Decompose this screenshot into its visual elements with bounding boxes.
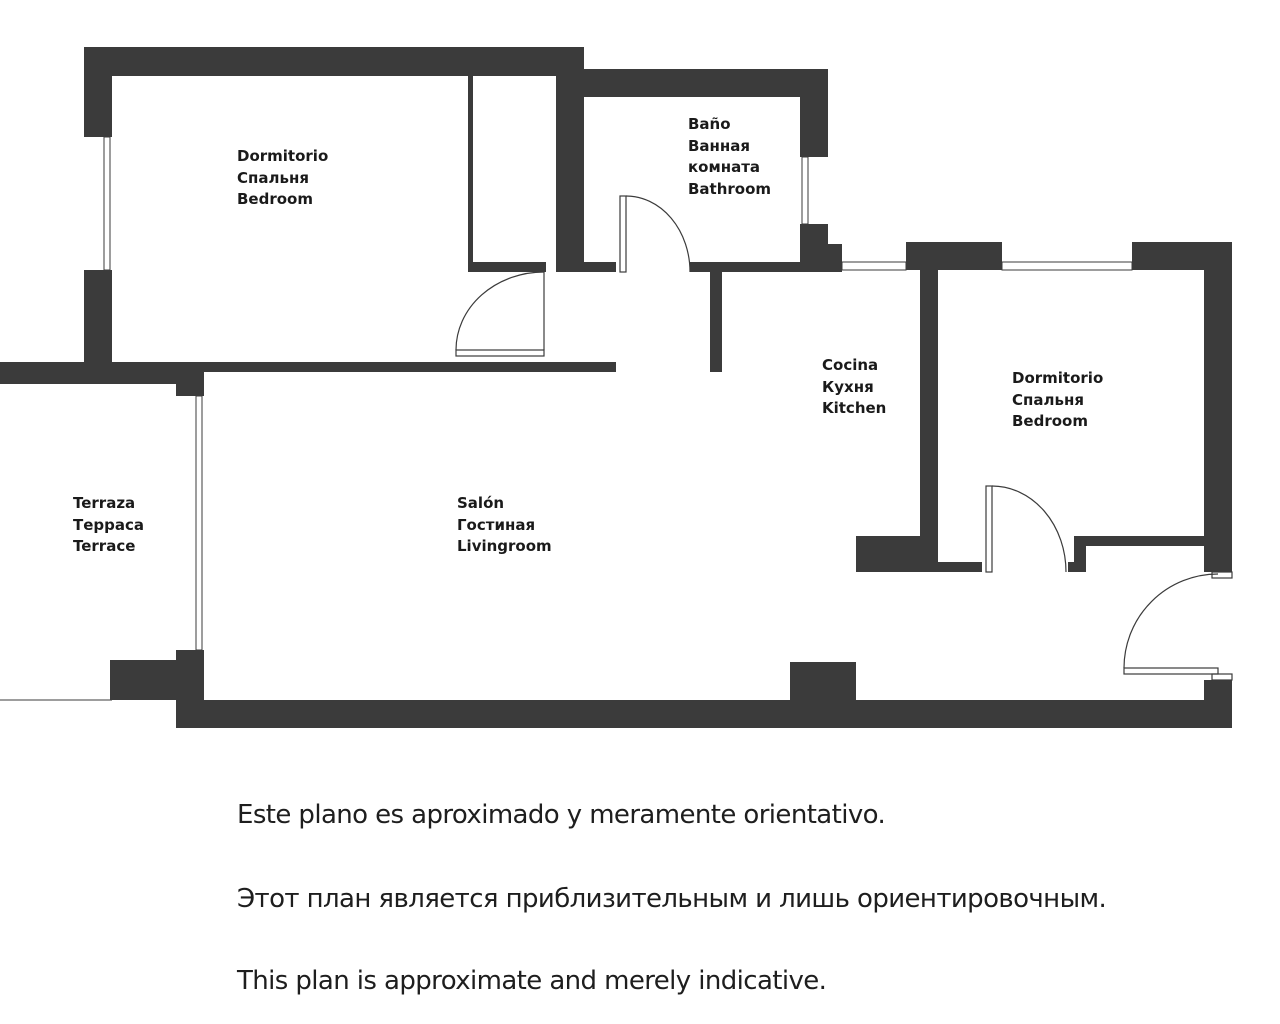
wall [790,662,856,702]
room-name-en: Kitchen [822,399,887,417]
room-name-es: Dormitorio [1012,369,1104,387]
wall [1204,680,1232,728]
disclaimer-ru: Этот план является приблизительным и лишь ориентировочным. [237,884,1107,914]
room-name-en: Bedroom [1012,412,1088,430]
wall [176,362,204,396]
kitchen-label [822,355,886,420]
window [802,157,808,224]
bedroom-1-label [237,146,328,211]
room-name-ru: Ванная [688,136,751,155]
wall [84,47,112,137]
wall [1204,242,1232,572]
wall [710,272,722,372]
wall [556,69,828,97]
room-name-en: Terrace [73,537,136,555]
door-jamb [1212,572,1232,578]
room-name-en: Bathroom [688,179,772,198]
wall [110,660,204,700]
wall [176,700,1232,728]
room-name-ru: Гостиная [457,515,536,534]
bedroom-2-label [1012,368,1103,433]
wall [84,47,584,76]
door-swing [1124,574,1218,668]
door-leaf [456,350,544,356]
wall [800,69,828,157]
wall [1074,536,1232,546]
room-name-es: Dormitorio [237,147,329,165]
wall [800,244,842,272]
room-name-en: Bedroom [237,190,313,208]
bathroom-label [688,114,771,200]
room-name-es: Salón [457,494,505,512]
room-name-ru: Кухня [822,377,874,396]
wall [920,562,982,572]
window [1002,262,1132,270]
wall [84,270,112,370]
door-swing [456,272,544,350]
room-name-es: Terraza [73,494,136,512]
wall [690,262,802,272]
window [196,396,202,650]
room-name-ru: Спальня [1012,390,1084,409]
living-room-label [457,493,552,558]
door-swing [626,196,690,272]
wall [920,242,938,572]
door-jamb [1212,674,1232,680]
door-leaf [620,196,626,272]
terrace-label [73,493,144,558]
room-name-es: Baño [688,115,731,133]
room-name-ru: комната [688,158,761,176]
room-name-es: Cocina [822,356,879,374]
window [104,137,110,270]
wall [468,76,473,272]
room-name-ru: Терраса [73,515,145,534]
wall [468,262,546,272]
door-leaf [986,486,992,572]
door-leaf [1124,668,1218,674]
window [842,262,906,270]
wall [556,262,616,272]
disclaimer-es: Este plano es aproximado y meramente orientativo. [237,800,886,830]
room-name-en: Livingroom [457,537,552,555]
room-name-ru: Спальня [237,168,309,187]
door-swing [992,486,1066,572]
disclaimer-en: This plan is approximate and merely indicative. [237,966,827,996]
